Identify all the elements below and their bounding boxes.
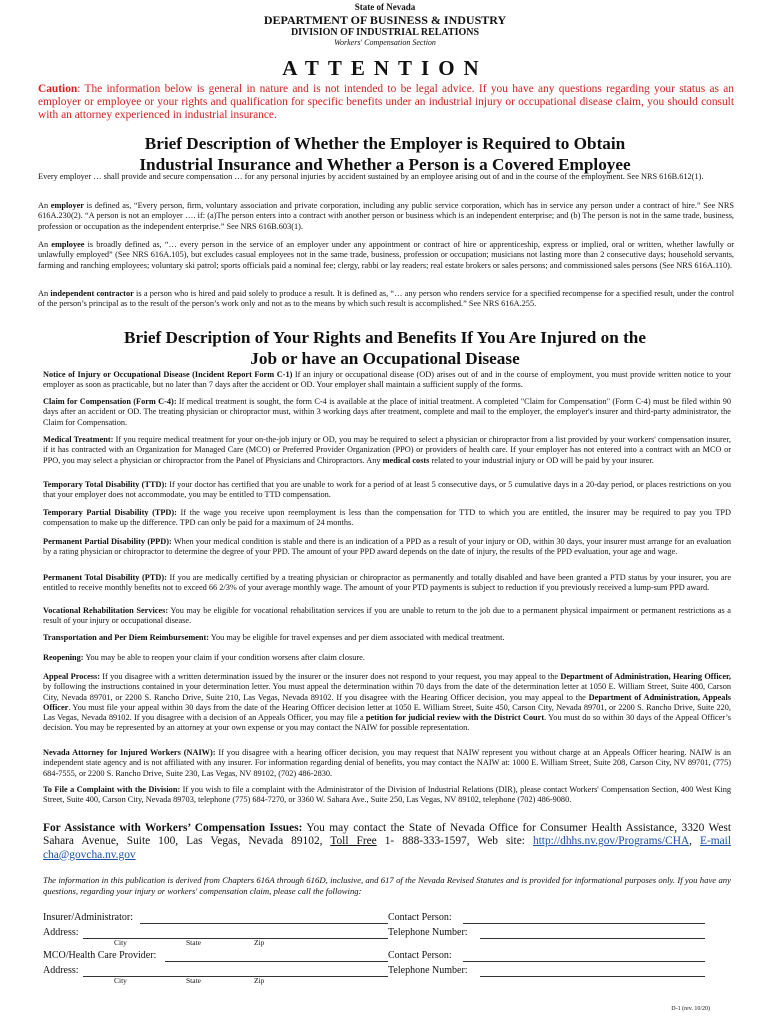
benefit-term: Department of Administration, Hearing Officer,: [560, 672, 731, 681]
email-label-link[interactable]: E-mail: [700, 835, 731, 848]
benefit-term: Appeal Process:: [43, 672, 100, 681]
section-heading: Workers' Compensation Section: [334, 38, 436, 47]
benefit-text: If medical treatment is sought, the form C-4 is available at the place of initial treatment. A completed "Claim for Compensation" (Form C-4) must be filed within 90 days after an accident or OD. The treating physician or chiropractor must, within 3 working days after treatment, complete and mail to the employer, the employer's insurer and third-party administrator, the Claim for Compensation.: [43, 397, 732, 427]
p4-pre: An: [38, 289, 51, 298]
benefit-text: related to your industrial injury or OD will be paid by your insurer.: [429, 455, 654, 465]
benefit-text: If an injury or occupational disease (OD) arises out of and in the course of employment, you must provide written notice to your employer as soon as practicable, but no later than 7 days after the accident or OD. Your employer shall maintain a sufficient supply of the forms.: [43, 370, 731, 390]
benefit-term: Temporary Partial Disability (TPD):: [43, 508, 177, 517]
address-field[interactable]: [83, 938, 388, 939]
p3-text: is broadly defined as, “… every person in the service of an employer under any appointment or contract of hire or apprenticeship, express or implied, oral or written, whether lawfully or unlawfully employed” (See NRS 616A.105), but excludes casual employees not in the same trade, business, profession or occupation; musicians not lasting more than 2 consecutive days; household servants, farming and ranching employees; voluntary ski patrol; sports officials paid a nominal fee; clergy, rabbi or lay readers; real estate brokers or sales persons; and commissioned sales persons (See NRS 616A.110).: [38, 240, 735, 270]
benefit-item: [43, 748, 731, 779]
contact-person-field-2[interactable]: [463, 961, 705, 962]
benefit-term: Reopening:: [43, 653, 84, 662]
benefit-text: . You must do so within 30 days of the Appeal Officer’s decision. You may be represented by an attorney at your own expense or you may contact the NAIW for possible representation.: [43, 713, 731, 733]
benefit-item: [43, 480, 731, 501]
p2-pre: An: [38, 201, 51, 210]
caution-notice: [38, 83, 734, 122]
benefit-term: To File a Complaint with the Division:: [43, 785, 181, 794]
p2-term: employer: [50, 201, 84, 210]
benefit-text: You may be eligible for travel expenses and per diem associated with medical treatment.: [209, 633, 505, 642]
zip-caption-2: Zip: [254, 976, 265, 985]
benefit-text: If you disagree with a written determination issued by the insurer or the insurer does not respond to your request, you may appeal to the: [100, 672, 561, 681]
website-link[interactable]: http://dhhs.nv.gov/Programs/CHA: [532, 835, 690, 848]
benefit-term: medical costs: [382, 455, 430, 465]
contact-person-label-2: Contact Person:: [388, 950, 452, 961]
p3-pre: An: [38, 240, 52, 249]
p2-text: is defined as, “Every person, firm, voluntary association and private corporation, including any public service corporation, which has in service any person under a contract of hire.” See NRS 616A.230(2). “A person is not an employer …. if: (a)The person enters into a contract with another person or business which is an independent enterprise; and (b) The person is not in the same trade, business, profession or occupation as the independent enterprise.” See NRS 616B.603(1).: [38, 201, 734, 231]
form-code: D-1 (rev. 10/20): [671, 1006, 710, 1012]
state-caption: State: [186, 938, 201, 947]
benefit-text: When your medical condition is stable and there is an indication of a PPD as a result of your injury or OD, within 30 days, your insurer must arrange for an evaluation by a rating physician or chiropractor to determine the degree of your PPD. The amount of your PPD award depends on the date of injury, the results of the PPD evaluation, your age and wage.: [43, 537, 732, 557]
benefit-term: Vocational Rehabilitation Services:: [43, 606, 169, 615]
benefit-term: Notice of Injury or Occupational Disease (Incident Report Form C-1): [43, 370, 293, 379]
benefit-item: [43, 508, 731, 529]
contractor-definition-paragraph: [38, 289, 734, 310]
benefit-item: [43, 573, 731, 594]
p4-term: independent contractor: [50, 289, 134, 298]
benefit-item: [43, 785, 731, 806]
benefit-term: Temporary Total Disability (TTD):: [43, 480, 168, 489]
address-label: Address:: [43, 927, 79, 938]
benefit-text: If you wish to file a complaint with the Administrator of the Division of Industrial Relations (DIR), please contact Workers' Compensation Section, 400 West King Street, Suite 400, Carson City, Nevada 89703, telephone (775) 684-7270, or 3360 W. Sahara Ave., Suite 250, Las Vegas, NV 89102, telephone (702) 486-9080.: [43, 785, 731, 805]
city-caption-2: City: [114, 976, 127, 985]
benefit-text: You may be able to reopen your claim if your condition worsens after claim closure.: [83, 653, 365, 662]
employee-definition-paragraph: [38, 240, 734, 271]
mco-field[interactable]: [165, 961, 388, 962]
benefit-term: Permanent Total Disability (PTD):: [43, 573, 167, 582]
telephone-field-2[interactable]: [480, 976, 705, 977]
attention-title: ATTENTION: [282, 56, 488, 80]
city-caption: City: [114, 938, 127, 947]
benefit-term: Permanent Partial Disability (PPD):: [43, 537, 172, 546]
benefit-text: You may be eligible for vocational rehabilitation services if you are unable to return to the job due to a permanent physical impairment or permanent restrictions as a result of your injury or occupational disease.: [43, 606, 731, 626]
benefit-item: [43, 672, 731, 734]
benefit-text: . You must file your appeal within 30 days from the date of the Hearing Officer decision letter at 1050 E. William Street, Suite 450, Carson City, Nevada 89701, or 2200 S. Rancho Drive, Suite 220, Las Vegas, Nevada 89102. If you disagree with a decision of an Appeals Officer, you may file a: [43, 702, 731, 723]
address-label-2: Address:: [43, 965, 79, 976]
benefit-text: If the wage you receive upon reemployment is less than the compensation for TTD to which you are entitled, the insurer may be required to pay you TPD compensation to make up the difference. TPD can only be paid for a maximum of 24 months.: [43, 508, 731, 528]
toll-free-number: 1- 888-333-1597, Web site:: [376, 835, 533, 848]
benefit-term: Claim for Compensation (Form C-4):: [43, 397, 177, 406]
employer-definition-paragraph: [38, 201, 734, 232]
telephone-label-2: Telephone Number:: [388, 965, 468, 976]
department-heading: DEPARTMENT OF BUSINESS & INDUSTRY: [263, 13, 507, 27]
assistance-text: You may contact the State of Nevada Office for Consumer Health Assistance, 3320 West Sahara Avenue, Suite 100, Las Vegas, Nevada 89102,: [43, 822, 731, 848]
benefit-item: [43, 435, 731, 466]
email-link[interactable]: cha@govcha.nv.gov: [43, 848, 136, 861]
benefit-term: Medical Treatment:: [43, 435, 114, 444]
section1-title-line2: Industrial Insurance and Whether a Person is a Covered Employee: [139, 155, 631, 174]
caution-text: : The information below is general in nature and is not intended to be legal advice. If you have any questions regarding your status as an employer or employee or your rights and qualification for specific benefits under an industrial injury or occupational disease claim, you should consult with an attorney experienced in industrial insurance.: [38, 83, 734, 121]
benefit-text: If you are medically certified by a treating physician or chiropractor as permanently and totally disabled and have been granted a PTD status by your insurer, you are entitled to receive monthly benefits not to exceed 66 2/3% of your average monthly wage. The amount of your PTD payments is subject to reduction if you previously received a lump-sum PPD award.: [43, 573, 732, 593]
employer-duty-paragraph: Every employer … shall provide and secure compensation … for any personal injuries by accident sustained by an employee arising out of and in the course of the employment. See NRS 616B.612(1).: [38, 172, 704, 181]
telephone-field[interactable]: [480, 938, 705, 939]
benefit-term: petition for judicial review with the District Court: [365, 713, 545, 723]
insurer-label: Insurer/Administrator:: [43, 912, 133, 923]
section2-title: [60, 327, 710, 369]
section2-title-line2: Job or have an Occupational Disease: [250, 349, 520, 368]
state-heading: State of Nevada: [354, 2, 416, 12]
benefit-term: Nevada Attorney for Injured Workers (NAIW):: [43, 748, 216, 757]
benefit-text: If your doctor has certified that you are unable to work for a period of at least 5 consecutive days, or 5 cumulative days in a 20-day period, or places restrictions on you that your employer does not accommodate, you may be entitled to TTD compensation.: [43, 480, 731, 500]
p4-text: is a person who is hired and paid solely to produce a result. It is defined as, “… any person who renders service for a specified recompense for a specified result, under the control of the person’s principal as to the result of the person’s work only and not as to the means by which such result is accomplished.” See NRS 616A.255.: [38, 289, 735, 309]
zip-caption: Zip: [254, 938, 265, 947]
section1-title: [60, 133, 710, 175]
benefit-item: [43, 606, 731, 627]
benefit-item: [43, 633, 731, 643]
benefit-item: [43, 537, 731, 558]
toll-free-label: Toll Free: [330, 835, 377, 848]
benefit-term: Department of Administration, Appeals Officer: [43, 692, 731, 712]
section1-title-line1: Brief Description of Whether the Employer is Required to Obtain: [144, 134, 626, 153]
contact-person-field[interactable]: [463, 923, 705, 924]
telephone-label: Telephone Number:: [388, 927, 468, 938]
p3-term: employee: [51, 240, 85, 249]
benefit-item: [43, 397, 731, 428]
benefit-text: If you disagree with a hearing officer decision, you may request that NAIW represent you without charge at an Appeals Officer hearing. NAIW is an independent state agency and is not affiliated with any insurer. For information regarding denial of benefits, you may contact the NAIW at: 1000 E. William Street, Suite 208, Carson City, NV 89701, (775) 684-7555, or 2200 S. Rancho Drive, Suite 230, Las Vegas, NV 89102, (702) 486-2830.: [43, 748, 731, 778]
assistance-label: For Assistance with Workers’ Compensation Issues:: [43, 822, 303, 834]
benefit-item: [43, 370, 731, 391]
division-heading: DIVISION OF INDUSTRIAL RELATIONS: [290, 27, 480, 38]
benefit-text: by following the instructions contained in your determination letter. You must appeal the determination within 70 days from the date of the determination letter at 1050 E. William Street, Suite 400, Carson City, Nevada 89701, or 2200 S. Rancho Drive, Suite 210, Las Vegas, Nevada 89102. If you disagree with the Hearing Officer decision, you may appeal to the: [43, 682, 731, 702]
footnote: The information in this publication is derived from Chapters 616A through 616D, inclusive, and 617 of the Nevada Revised Statutes and is provided for informational purposes only. If you have any questions, regarding your injury or workers' compensation claim, please call the following:: [43, 875, 731, 896]
benefit-item: [43, 653, 731, 663]
state-caption-2: State: [186, 976, 201, 985]
section2-title-line1: Brief Description of Your Rights and Benefits If You Are Injured on the: [123, 328, 646, 347]
mco-label: MCO/Health Care Provider:: [43, 950, 157, 961]
contact-person-label: Contact Person:: [388, 912, 452, 923]
benefit-text: If you require medical treatment for your on-the-job injury or OD, you may be required to select a physician or chiropractor from a list provided by your workers' compensation insurer, if it has contracted with an Organization for Managed Care (MCO) or Preferred Provider Organization (PPO) or providers of health care. If your employer has not entered into a contract with an MCO or PPO, you may select a physician or chiropractor from the Panel of Physicians and Chiropractors. Any: [43, 435, 731, 465]
caution-label: Caution: [38, 83, 78, 95]
assistance-paragraph: For Assistance with Workers’ Compensation Issues: You may contact the State of Nevada Office for Consumer Health Assistance, 3320 West Sahara Avenue, Suite 100, Las Vegas, Nevada 89102, Toll Free 1- 888-333-1597, Web site: http://dhhs.nv.gov/Programs/CHA, E-mail cha@govcha.nv.gov: [43, 822, 731, 861]
insurer-field[interactable]: [140, 923, 388, 924]
address-field-2[interactable]: [83, 976, 388, 977]
benefit-term: Transportation and Per Diem Reimbursement:: [43, 633, 210, 642]
